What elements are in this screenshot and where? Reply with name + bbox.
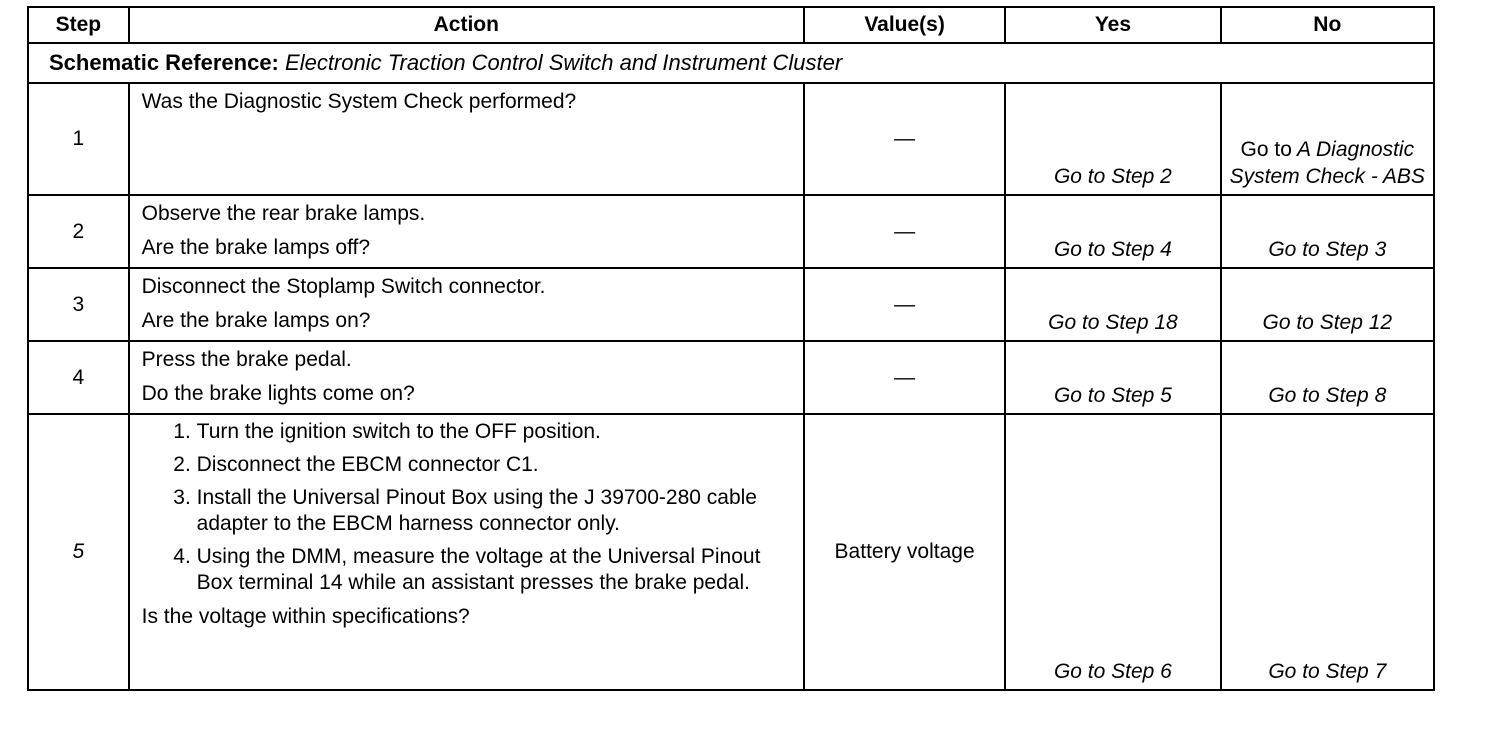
schematic-value: Electronic Traction Control Switch and Instrument Cluster: [285, 50, 843, 75]
procedure-step: 4. Using the DMM, measure the voltage at the Universal Pinout Box terminal 14 while an assistant presses the brake pedal.: [197, 544, 793, 596]
table-row: [28, 268, 1434, 341]
procedure-list: [142, 419, 793, 596]
schematic-label: Schematic Reference:: [49, 50, 279, 75]
procedure-step: 2. Disconnect the EBCM connector C1.: [197, 452, 793, 478]
action-cell: [129, 83, 804, 195]
schematic-reference: [28, 43, 1434, 83]
procedure-step: 3. Install the Universal Pinout Box using the J 39700-280 cable adapter to the EBCM harness connector only.: [197, 485, 793, 537]
action-cell: [129, 195, 804, 268]
action-cell: [129, 268, 804, 341]
yes-cell: Go to Step 5: [1005, 341, 1220, 414]
table-row: [28, 341, 1434, 414]
header-action: Action: [129, 7, 804, 43]
action-text: Disconnect the Stoplamp Switch connector.: [141, 275, 546, 298]
value-cell: Battery voltage: [804, 414, 1005, 690]
no-cell: [1221, 83, 1434, 195]
yes-cell: Go to Step 2: [1005, 83, 1220, 195]
action-question: Do the brake lights come on?: [141, 382, 415, 405]
procedure-step: 1. Turn the ignition switch to the OFF position.: [197, 419, 793, 445]
header-value: Value(s): [804, 7, 1005, 43]
header-yes: Yes: [1005, 7, 1220, 43]
yes-cell: Go to Step 4: [1005, 195, 1220, 268]
no-cell: Go to Step 8: [1221, 341, 1434, 414]
header-no: No: [1221, 7, 1434, 43]
schematic-row: [28, 43, 1434, 83]
action-question: Are the brake lamps off?: [141, 236, 371, 259]
step-number: 5: [28, 414, 129, 690]
value-cell: —: [804, 341, 1005, 414]
header-step: Step: [28, 7, 129, 43]
no-cell: Go to Step 12: [1221, 268, 1434, 341]
action-text: Press the brake pedal.: [141, 348, 352, 371]
no-cell: Go to Step 3: [1221, 195, 1434, 268]
action-cell: [129, 341, 804, 414]
table-row: [28, 414, 1434, 690]
yes-cell: Go to Step 6: [1005, 414, 1220, 690]
no-link: A Diagnostic System Check - ABS: [1229, 138, 1425, 188]
value-cell: —: [804, 195, 1005, 268]
step-number: 4: [28, 341, 129, 414]
table-row: [28, 83, 1434, 195]
header-row: [28, 7, 1434, 43]
yes-cell: Go to Step 18: [1005, 268, 1220, 341]
step-number: 1: [28, 83, 129, 195]
action-cell: [129, 414, 804, 690]
table-row: [28, 195, 1434, 268]
step-number: 2: [28, 195, 129, 268]
step-number: 3: [28, 268, 129, 341]
action-question: Are the brake lamps on?: [141, 309, 371, 332]
no-cell: Go to Step 7: [1221, 414, 1434, 690]
action-text: Observe the rear brake lamps.: [141, 202, 426, 225]
action-text: Was the Diagnostic System Check performed?: [141, 90, 577, 113]
value-cell: —: [804, 268, 1005, 341]
no-prefix: Go to: [1240, 138, 1292, 161]
value-cell: —: [804, 83, 1005, 195]
action-question: Is the voltage within specifications?: [141, 605, 470, 628]
diagnostic-table: [27, 6, 1435, 691]
